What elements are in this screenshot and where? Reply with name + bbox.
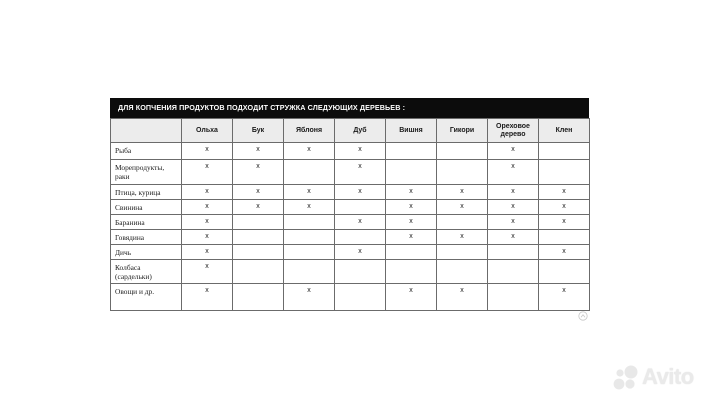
header-cell: Клен [539,119,590,143]
mark-cell [284,160,335,185]
mark-cell [233,260,284,284]
mark-cell [386,143,437,160]
mark-cell [539,230,590,245]
mark-cell [233,230,284,245]
table-row [111,143,590,160]
mark-cell: x [182,284,233,311]
mark-cell [386,160,437,185]
mark-cell: x [539,200,590,215]
mark-cell: x [182,185,233,200]
mark-cell: x [488,230,539,245]
smoking-chart-document [110,98,589,311]
scroll-up-icon [578,311,588,321]
mark-cell: x [539,215,590,230]
mark-cell [437,245,488,260]
mark-cell: x [335,245,386,260]
mark-cell [488,284,539,311]
mark-cell: x [284,185,335,200]
mark-cell: x [182,245,233,260]
mark-cell: x [335,215,386,230]
table-title: ДЛЯ КОПЧЕНИЯ ПРОДУКТОВ ПОДХОДИТ СТРУЖКА СЛЕДУЮЩИХ ДЕРЕВЬЕВ : [110,98,589,118]
header-cell: Ореховое дерево [488,119,539,143]
mark-cell [488,245,539,260]
table-row [111,284,590,311]
mark-cell [233,215,284,230]
mark-cell [233,284,284,311]
mark-cell [335,260,386,284]
mark-cell: x [488,143,539,160]
mark-cell: x [386,230,437,245]
mark-cell: x [182,160,233,185]
mark-cell [284,260,335,284]
mark-cell: x [386,185,437,200]
mark-cell: x [437,185,488,200]
mark-cell [488,260,539,284]
product-cell: Птица, курица [111,185,182,200]
mark-cell [335,200,386,215]
product-cell: Свинина [111,200,182,215]
header-cell: Вишня [386,119,437,143]
table-row [111,185,590,200]
product-cell: Говядина [111,230,182,245]
mark-cell: x [539,284,590,311]
mark-cell [386,245,437,260]
mark-cell: x [284,284,335,311]
mark-cell: x [386,200,437,215]
mark-cell [437,215,488,230]
mark-cell: x [182,260,233,284]
mark-cell [539,143,590,160]
mark-cell: x [335,185,386,200]
mark-cell: x [233,200,284,215]
mark-cell: x [437,284,488,311]
header-cell [111,119,182,143]
avito-logo-icon [612,364,639,391]
mark-cell: x [233,160,284,185]
mark-cell [386,260,437,284]
mark-cell: x [182,215,233,230]
product-cell: Баранина [111,215,182,230]
product-cell: Колбаса (сардельки) [111,260,182,284]
mark-cell: x [437,230,488,245]
mark-cell [437,260,488,284]
header-cell: Ольха [182,119,233,143]
mark-cell [284,230,335,245]
table-body [111,143,590,311]
watermark-text: Avito [642,364,694,389]
mark-cell [233,245,284,260]
mark-cell: x [488,160,539,185]
table-row [111,245,590,260]
mark-cell: x [233,185,284,200]
mark-cell [335,230,386,245]
mark-cell: x [182,200,233,215]
mark-cell [437,160,488,185]
mark-cell [284,215,335,230]
header-cell: Дуб [335,119,386,143]
table-row [111,200,590,215]
mark-cell: x [182,230,233,245]
avito-watermark [612,363,694,391]
mark-cell: x [488,200,539,215]
table-row [111,260,590,284]
product-cell: Овощи и др. [111,284,182,311]
mark-cell: x [182,143,233,160]
product-cell: Дичь [111,245,182,260]
header-cell: Бук [233,119,284,143]
mark-cell: x [284,200,335,215]
mark-cell: x [335,143,386,160]
mark-cell: x [386,284,437,311]
table-row [111,230,590,245]
mark-cell: x [233,143,284,160]
mark-cell [539,160,590,185]
mark-cell: x [488,215,539,230]
mark-cell [539,260,590,284]
mark-cell [335,284,386,311]
smoking-wood-table [110,118,590,311]
mark-cell: x [437,200,488,215]
product-cell: Рыба [111,143,182,160]
table-row [111,160,590,185]
mark-cell: x [539,245,590,260]
mark-cell: x [488,185,539,200]
mark-cell: x [386,215,437,230]
mark-cell: x [539,185,590,200]
header-cell: Яблоня [284,119,335,143]
mark-cell [437,143,488,160]
mark-cell: x [335,160,386,185]
header-row [111,119,590,143]
product-cell: Морепродукты, раки [111,160,182,185]
table-row [111,215,590,230]
mark-cell: x [284,143,335,160]
header-cell: Гикори [437,119,488,143]
mark-cell [284,245,335,260]
